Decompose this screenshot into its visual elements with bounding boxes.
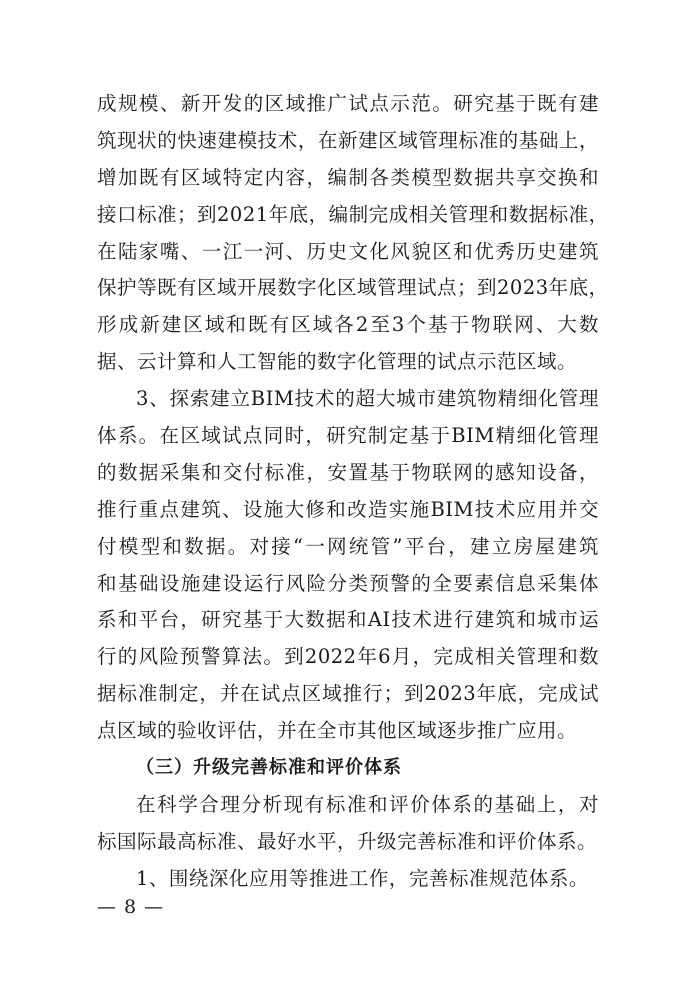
- paragraph-line: 点区域的验收评估，并在全市其他区域逐步推广应用。: [97, 719, 578, 743]
- paragraph-line: 体系。在区域试点同时，研究制定基于BIM精细化管理: [97, 424, 599, 448]
- paragraph-line: 标国际最高标准、最好水平，升级完善标准和评价体系。: [97, 829, 598, 853]
- paragraph-line: 接口标准；到2021年底，编制完成相关管理和数据标准，: [97, 202, 609, 226]
- document-body: [97, 86, 609, 898]
- paragraph-line: 3、探索建立BIM技术的超大城市建筑物精细化管理: [136, 387, 599, 411]
- paragraph-line: 1、围绕深化应用等推进工作，完善标准规范体系。: [136, 866, 589, 890]
- paragraph-line: 付模型和数据。对接“一网统管”平台，建立房屋建筑: [97, 534, 599, 558]
- paragraph-line: 推行重点建筑、设施大修和改造实施BIM技术应用并交: [97, 497, 599, 521]
- paragraph-line: 据、云计算和人工智能的数字化管理的试点示范区域。: [97, 350, 578, 374]
- paragraph-line: 筑现状的快速建模技术，在新建区域管理标准的基础上，: [97, 128, 599, 152]
- paragraph-line: 据标准制定，并在试点区域推行；到2023年底，完成试: [97, 682, 599, 706]
- paragraph-line: 行的风险预警算法。到2022年6月，完成相关管理和数: [97, 645, 599, 669]
- paragraph-line: 形成新建区域和既有区域各2至3个基于物联网、大数: [97, 313, 599, 337]
- paragraph-line: 的数据采集和交付标准，安置基于物联网的感知设备，: [97, 460, 599, 484]
- paragraph-line: 成规模、新开发的区域推广试点示范。研究基于既有建: [97, 92, 599, 115]
- paragraph-line: 保护等既有区域开展数字化区域管理试点；到2023年底，: [97, 276, 609, 300]
- paragraph-line: 增加既有区域特定内容，编制各类模型数据共享交换和: [97, 165, 599, 189]
- paragraph-line: 在科学合理分析现有标准和评价体系的基础上，对: [136, 792, 599, 816]
- page-number: — 8 —: [97, 896, 165, 918]
- paragraph-line: 和基础设施建设运行风险分类预警的全要素信息采集体: [97, 571, 599, 595]
- paragraph-line: 系和平台，研究基于大数据和AI技术进行建筑和城市运: [97, 608, 599, 632]
- paragraph-line: 在陆家嘴、一江一河、历史文化风貌区和优秀历史建筑: [97, 239, 599, 263]
- section-heading: （三）升级完善标准和评价体系: [136, 757, 402, 779]
